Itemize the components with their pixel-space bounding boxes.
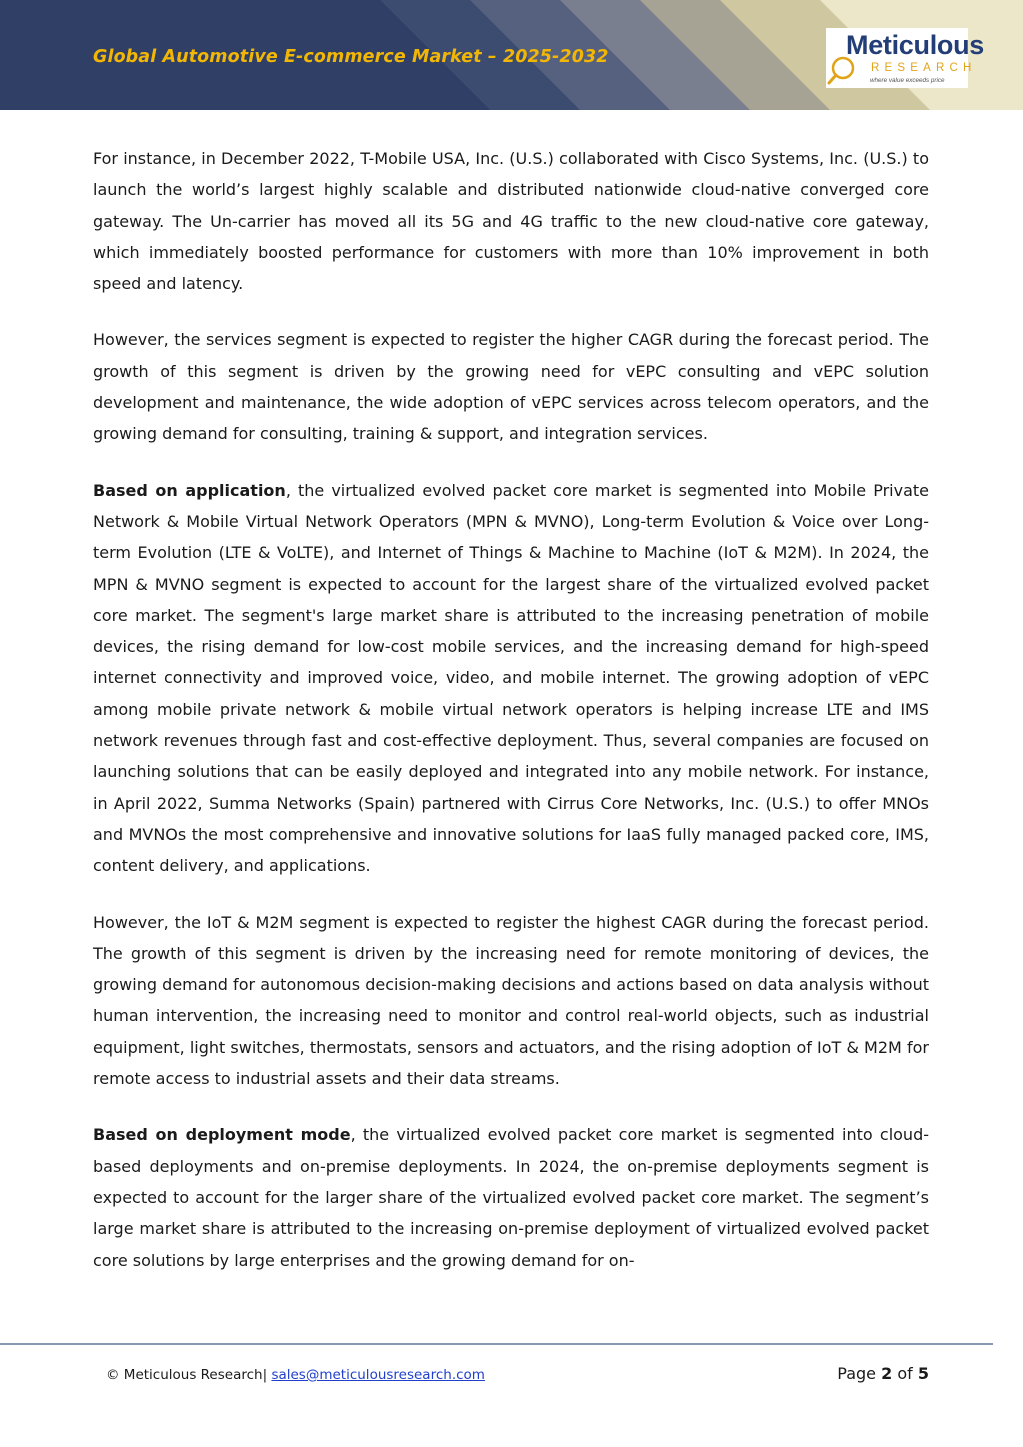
footer-divider — [0, 1343, 993, 1345]
paragraph-5-text: , the virtualized evolved packet core market is segmented into cloud-based deployments and on-premise deployments. In 2024, the on-premise deployments segment is expected to account for the larger share of the virtualized evolved packet core market. The segment’s large market share is attributed to the increasing on-premise deployment of virtualized evolved packet core solutions by large enterprises and the growing demand for on- — [93, 1125, 930, 1270]
page-total: 5 — [917, 1364, 929, 1383]
company-logo — [826, 28, 985, 88]
logo-name: Meticulous — [846, 30, 985, 60]
paragraph-5-heading: Based on deployment mode — [93, 1125, 351, 1145]
paragraph-4: However, the IoT & M2M segment is expected to register the highest CAGR during the forecast period. The growth of this segment is driven by the increasing need for remote monitoring of devices, the growing demand for autonomous decision-making decisions and actions based on data analysis without human intervention, the increasing need to monitor and control real-world objects, such as industrial equipment, light switches, thermostats, sensors and actuators, and the rising adoption of IoT & M2M for remote access to industrial assets and their data streams. — [93, 912, 929, 1089]
footer-copyright — [106, 1367, 485, 1383]
paragraph-3-heading: Based on application — [93, 480, 286, 500]
document-body — [93, 143, 929, 1301]
copyright-text: © Meticulous Research| — [106, 1367, 268, 1383]
page-number — [837, 1364, 929, 1383]
logo-subtitle: RESEARCH — [871, 62, 977, 74]
paragraph-2: However, the services segment is expected to register the higher CAGR during the forecast period. The growth of this segment is driven by the growing need for vEPC consulting and vEPC solution development and maintenance, the wide adoption of vEPC services across telecom operators, and the growing demand for consulting, training & support, and integration services. — [93, 330, 929, 444]
page-of: of — [897, 1364, 913, 1383]
paragraph-1: For instance, in December 2022, T-Mobile USA, Inc. (U.S.) collaborated with Cisco Systems, Inc. (U.S.) to launch the world’s largest highly scalable and distributed nationwide cloud-native converged core gateway. The Un-carrier has moved all its 5G and 4G traffic to the new cloud-native core gateway, which immediately boosted performance for customers with more than 10% improvement in both speed and latency. — [93, 149, 929, 294]
paragraph-3-text: , the virtualized evolved packet core market is segmented into Mobile Private Network & Mobile Virtual Network Operators (MPN & MVNO), Long-term Evolution & Voice over Long-term Evolution (LTE & VoLTE), and Internet of Things & Machine to Machine (IoT & M2M). In 2024, the MPN & MVNO segment is expected to account for the largest share of the virtualized evolved packet core market. The segment's large market share is attributed to the increasing penetration of mobile devices, the rising demand for low-cost mobile services, and the increasing demand for high-speed internet connectivity and improved voice, video, and mobile internet. The growing adoption of vEPC among mobile private network & mobile virtual network operators is helping increase LTE and IMS network revenues through fast and cost-effective deployment. Thus, several companies are focused on launching solutions that can be easily deployed and integrated into any mobile network. For instance, in April 2022, Summa Networks (Spain) partnered with Cirrus Core Networks, Inc. (U.S.) to offer MNOs and MVNOs the most comprehensive and innovative solutions for IaaS fully managed packed core, IMS, content delivery, and applications. — [93, 480, 929, 876]
page-label: Page — [837, 1364, 877, 1383]
email-link[interactable]: sales@meticulousresearch.com — [271, 1367, 485, 1383]
paragraph-3 — [93, 475, 929, 882]
document-title: Global Automotive E-commerce Market – 2025-2032 — [93, 47, 609, 67]
logo-tagline: where value exceeds price — [870, 77, 945, 84]
page-current: 2 — [881, 1364, 893, 1383]
header-banner — [0, 0, 1023, 110]
paragraph-5 — [93, 1119, 929, 1275]
